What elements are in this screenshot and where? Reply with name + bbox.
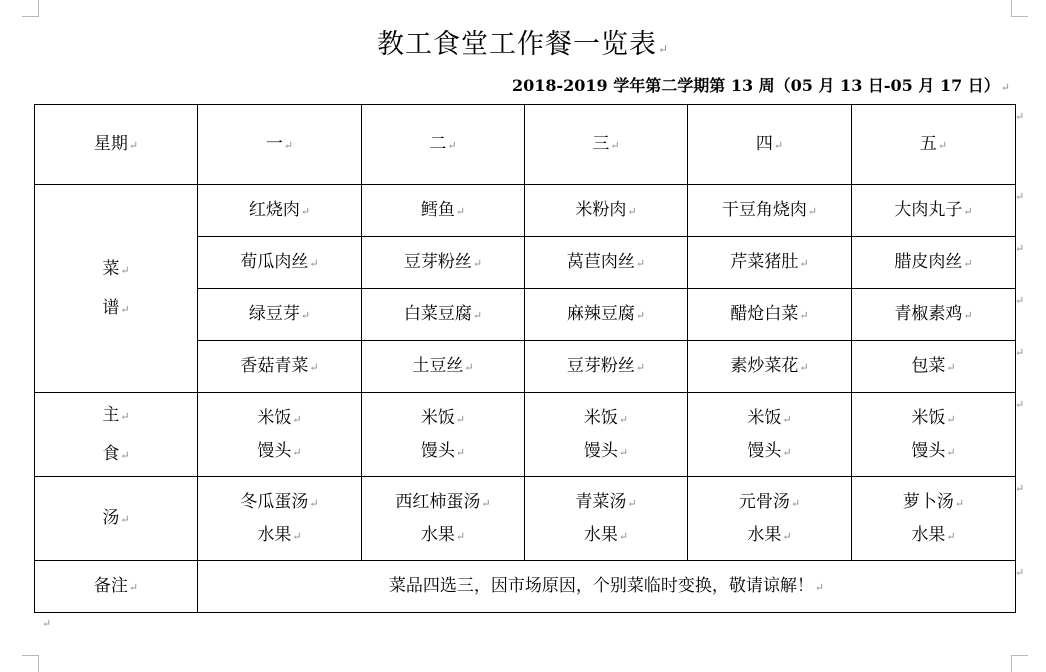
dish-cell[interactable]: 包菜↵ (852, 341, 1016, 393)
row-end-mark-icon: ↵ (1015, 346, 1025, 359)
header-cell-day[interactable]: 二↵ (362, 105, 525, 185)
dish-cell[interactable]: 莴苣肉丝↵ (525, 237, 688, 289)
paragraph-mark-icon: ↵ (292, 445, 302, 459)
paragraph-mark-icon: ↵ (790, 497, 801, 511)
menu-label-line: 菜↵ (102, 259, 130, 280)
soup-row (35, 477, 1016, 561)
paragraph-mark-icon: ↵ (128, 581, 139, 595)
paragraph-mark-icon: ↵ (799, 361, 809, 375)
paragraph-mark-icon: ↵ (773, 139, 784, 153)
paragraph-mark-icon: ↵ (120, 264, 130, 278)
dish-cell[interactable]: 香菇青菜↵ (198, 341, 362, 393)
soup-cell[interactable]: 西红柿蛋汤↵ 水果↵ (362, 477, 525, 561)
menu-row (35, 185, 1016, 237)
header-cell-day[interactable]: 一↵ (198, 105, 362, 185)
row-end-mark-icon: ↵ (1015, 294, 1025, 307)
paragraph-mark-icon: ↵ (635, 361, 646, 375)
soup-cell[interactable]: 萝卜汤↵ 水果↵ (852, 477, 1016, 561)
paragraph-mark-icon: ↵ (946, 361, 956, 375)
staple-label-line: 食↵ (102, 443, 130, 464)
paragraph-mark-icon: ↵ (447, 139, 457, 153)
paragraph-mark-icon: ↵ (954, 497, 965, 511)
paragraph-mark-icon: ↵ (814, 581, 825, 595)
dish-cell[interactable]: 绿豆芽↵ (198, 289, 362, 341)
paragraph-mark-icon: ↵ (782, 529, 792, 543)
paragraph-mark-icon: ↵ (963, 309, 973, 323)
paragraph-mark-icon: ↵ (799, 257, 809, 271)
paragraph-mark-icon: ↵ (946, 529, 956, 543)
paragraph-mark-icon: ↵ (627, 497, 637, 511)
paragraph-mark-icon: ↵ (472, 309, 483, 323)
dish-cell[interactable]: 豆芽粉丝↵ (362, 237, 525, 289)
dish-cell[interactable]: 鳕鱼↵ (362, 185, 525, 237)
paragraph-mark-icon: ↵ (309, 257, 319, 271)
paragraph-mark-icon: ↵ (283, 139, 294, 153)
paragraph-mark-icon: ↵ (481, 497, 491, 511)
dish-cell[interactable]: 土豆丝↵ (362, 341, 525, 393)
paragraph-mark-icon: ↵ (618, 445, 629, 459)
staple-cell[interactable]: 米饭↵ 馒头↵ (525, 393, 688, 477)
row-end-mark-icon: ↵ (1015, 482, 1025, 495)
paragraph-mark-icon: ↵ (627, 205, 637, 219)
paragraph-mark-icon: ↵ (120, 448, 130, 462)
paragraph-mark-icon: ↵ (292, 413, 302, 427)
paragraph-mark-icon: ↵ (300, 205, 311, 219)
week-subtitle-text: 2018-2019 学年第二学期第 13 周（05 月 13 日-05 月 17 日） (511, 76, 1000, 95)
row-end-mark-icon: ↵ (1015, 190, 1025, 203)
paragraph-mark-icon: ↵ (963, 205, 973, 219)
note-row (35, 561, 1016, 613)
dish-cell[interactable]: 白菜豆腐↵ (362, 289, 525, 341)
end-paragraph-mark-icon: ↵ (42, 617, 52, 630)
paragraph-mark-icon: ↵ (657, 42, 670, 56)
dish-cell[interactable]: 干豆角烧肉↵ (688, 185, 852, 237)
soup-cell[interactable]: 青菜汤↵ 水果↵ (525, 477, 688, 561)
paragraph-mark-icon: ↵ (455, 445, 466, 459)
week-subtitle[interactable] (512, 73, 1010, 96)
row-end-mark-icon: ↵ (1015, 242, 1025, 255)
staple-row (35, 393, 1016, 477)
paragraph-mark-icon: ↵ (309, 497, 319, 511)
dish-cell[interactable]: 麻辣豆腐↵ (525, 289, 688, 341)
paragraph-mark-icon: ↵ (618, 413, 629, 427)
paragraph-mark-icon: ↵ (618, 529, 629, 543)
menu-label-line: 谱↵ (102, 297, 130, 318)
paragraph-mark-icon: ↵ (300, 309, 311, 323)
paragraph-mark-icon: ↵ (309, 361, 319, 375)
paragraph-mark-icon: ↵ (946, 413, 956, 427)
menu-table (34, 104, 1016, 613)
dish-cell[interactable]: 腊皮肉丝↵ (852, 237, 1016, 289)
soup-cell[interactable]: 元骨汤↵ 水果↵ (688, 477, 852, 561)
page-corner-top-right (1011, 0, 1028, 17)
staple-cell[interactable]: 米饭↵ 馒头↵ (852, 393, 1016, 477)
row-end-mark-icon: ↵ (1015, 398, 1025, 411)
note-label-cell[interactable]: 备注↵ (35, 561, 198, 613)
page-corner-bottom-right (1011, 655, 1028, 672)
soup-label-cell[interactable]: 汤↵ (35, 477, 198, 561)
staple-cell[interactable]: 米饭↵ 馒头↵ (362, 393, 525, 477)
header-cell-day[interactable]: 四↵ (688, 105, 852, 185)
paragraph-mark-icon: ↵ (292, 529, 302, 543)
row-end-mark-icon: ↵ (1015, 566, 1025, 579)
paragraph-mark-icon: ↵ (937, 139, 948, 153)
row-end-mark-icon: ↵ (1015, 110, 1025, 123)
dish-cell[interactable]: 芹菜猪肚↵ (688, 237, 852, 289)
paragraph-mark-icon: ↵ (610, 139, 620, 153)
paragraph-mark-icon: ↵ (782, 413, 792, 427)
dish-cell[interactable]: 醋炝白菜↵ (688, 289, 852, 341)
paragraph-mark-icon: ↵ (464, 361, 474, 375)
header-cell-day[interactable]: 三↵ (525, 105, 688, 185)
note-text-cell[interactable]: 菜品四选三，因市场原因，个别菜临时变换，敬请谅解！↵ (198, 561, 1016, 613)
soup-cell[interactable]: 冬瓜蛋汤↵ 水果↵ (198, 477, 362, 561)
dish-cell[interactable]: 红烧肉↵ (198, 185, 362, 237)
staple-label-cell[interactable] (35, 393, 198, 477)
dish-cell[interactable]: 素炒菜花↵ (688, 341, 852, 393)
dish-cell[interactable]: 米粉肉↵ (525, 185, 688, 237)
header-row (35, 105, 1016, 185)
header-cell-day[interactable]: 五↵ (852, 105, 1016, 185)
paragraph-mark-icon: ↵ (1000, 81, 1010, 94)
header-cell-weekday[interactable]: 星期↵ (35, 105, 198, 185)
paragraph-mark-icon: ↵ (963, 257, 973, 271)
paragraph-mark-icon: ↵ (807, 205, 818, 219)
paragraph-mark-icon: ↵ (472, 257, 483, 271)
paragraph-mark-icon: ↵ (120, 302, 130, 316)
staple-cell[interactable]: 米饭↵ 馒头↵ (688, 393, 852, 477)
paragraph-mark-icon: ↵ (455, 529, 466, 543)
document-title[interactable] (0, 22, 1046, 61)
staple-label-line: 主↵ (102, 405, 130, 426)
page-corner-bottom-left (22, 655, 39, 672)
page-corner-top-left (22, 0, 39, 17)
paragraph-mark-icon: ↵ (120, 513, 130, 527)
dish-cell[interactable]: 青椒素鸡↵ (852, 289, 1016, 341)
paragraph-mark-icon: ↵ (455, 413, 466, 427)
dish-cell[interactable]: 荀瓜肉丝↵ (198, 237, 362, 289)
paragraph-mark-icon: ↵ (120, 410, 130, 424)
paragraph-mark-icon: ↵ (455, 205, 466, 219)
menu-label-cell[interactable] (35, 185, 198, 393)
paragraph-mark-icon: ↵ (946, 445, 956, 459)
paragraph-mark-icon: ↵ (635, 309, 646, 323)
staple-cell[interactable]: 米饭↵ 馒头↵ (198, 393, 362, 477)
dish-cell[interactable]: 大肉丸子↵ (852, 185, 1016, 237)
paragraph-mark-icon: ↵ (782, 445, 792, 459)
paragraph-mark-icon: ↵ (635, 257, 646, 271)
paragraph-mark-icon: ↵ (799, 309, 809, 323)
document-title-text: 教工食堂工作餐一览表 (376, 29, 657, 60)
dish-cell[interactable]: 豆芽粉丝↵ (525, 341, 688, 393)
paragraph-mark-icon: ↵ (128, 139, 139, 153)
